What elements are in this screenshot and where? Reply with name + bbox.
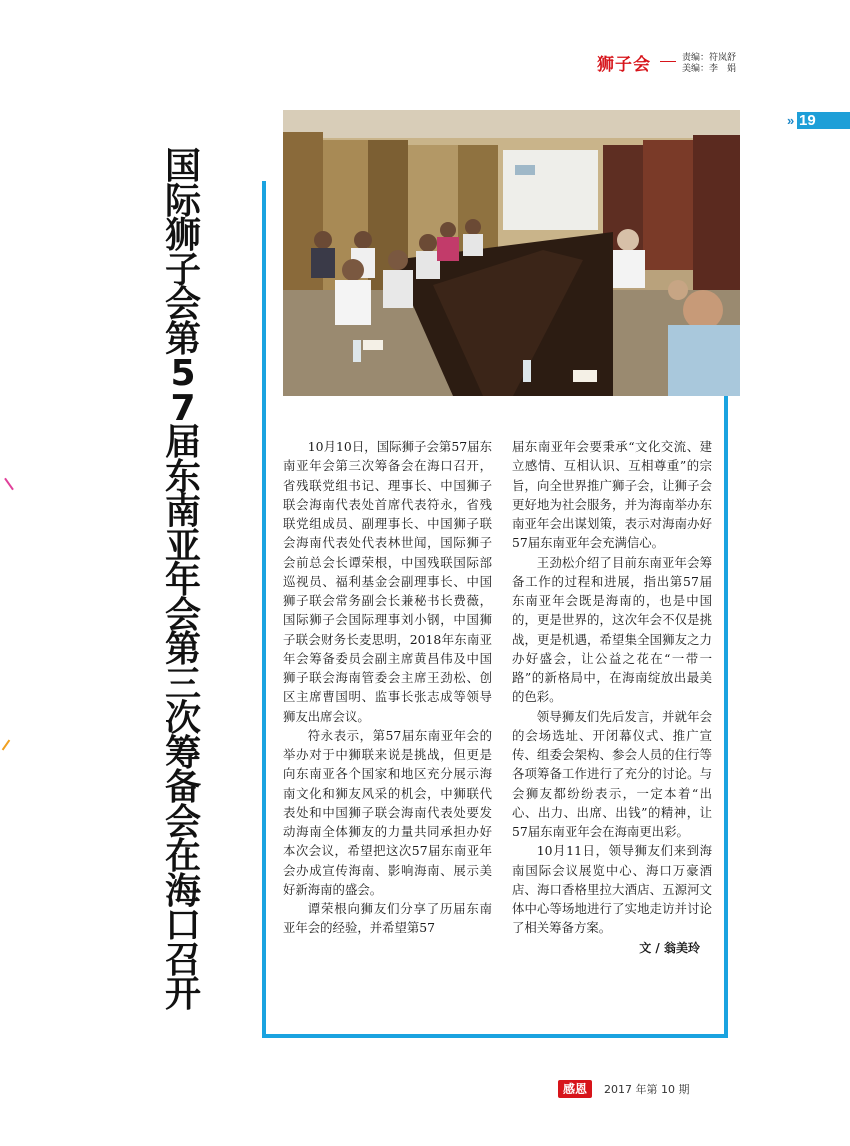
article-column-1 (283, 437, 492, 938)
meeting-photo (283, 110, 740, 396)
decorative-dash (4, 478, 14, 491)
page-number: 19 (799, 112, 816, 129)
paragraph: 谭荣根向狮友们分享了历届东南亚年会的经验，并希望第57 (283, 901, 492, 936)
frame-border-right (724, 396, 728, 1038)
page-marker-icon: » (787, 113, 795, 128)
paragraph: 符永表示，第57届东南亚年会的举办对于中狮联来说是挑战，但更是向东南亚各个国家和地区充分展示海南文化和狮友风采的机会，中狮联代表处和中国狮子联会海南代表处要发动海南全体狮友的力量共同承担办好本次会议，希望把这次57届东南亚年会办成宣传海南、影响海南、展示美好新海南的盛会。 (283, 727, 492, 897)
paragraph: 10月10日，国际狮子会第57届东南亚年会第三次筹备会在海口召开，省残联党组书记、理事长、中国狮子联会海南代表处首席代表符永，省残联党组成员、副理事长、中国狮子联会海南代表处代表林世闻，国际狮子会前总会长谭荣根，中国残联国际部巡视员、福利基金会副理事长、中国狮子联会常务副会长兼秘书长费薇，国际狮子会国际理事刘小钢，中国狮子联会财务长麦思明，2018年东南亚年会筹备委员会副主席黄昌伟及中国狮子联会海南管委会主席王劲松、创区主席曹国明、监事长张志成等领导狮友出席会议。 (283, 439, 492, 724)
header-divider (660, 61, 676, 62)
paragraph: 届东南亚年会要秉承“文化交流、建立感情、互相认识、互相尊重”的宗旨，向全世界推广狮子会，让狮子会更好地为社会服务，并为海南举办东南亚年会出谋划策，表示对海南办好57届东南亚年会充满信心。 (512, 439, 712, 551)
editor-credit-1: 责编：符岚舒 (682, 53, 737, 63)
frame-border-left (262, 181, 266, 1038)
author-byline: 文 / 翁美玲 (639, 940, 700, 955)
issue-label: 2017 年第 10 期 (604, 1083, 690, 1096)
paragraph: 领导狮友们先后发言，并就年会的会场选址、开闭幕仪式、推广宣传、组委会架构、参会人员的住行等各项筹备工作进行了充分的讨论。与会狮友都纷纷表示，一定本着“出心、出力、出席、出钱”的精神，让57届东南亚年会在海南更出彩。 (512, 708, 712, 839)
frame-border-bottom (262, 1034, 728, 1038)
article-title: 国际狮子会第57届东南亚年会第三次筹备会在海口召开 (164, 146, 201, 1015)
paragraph: 王劲松介绍了目前东南亚年会筹备工作的过程和进展，指出第57届东南亚年会既是海南的，也是中国的，更是世界的，这次年会不仅是挑战，更是机遇，希望集全国狮友之力办好盛会，让公益之花在“一带一路”的新格局中，在海南绽放出最美的色彩。 (512, 554, 712, 705)
magazine-logo: 感恩 (558, 1080, 592, 1098)
section-name: 狮子会 (597, 55, 651, 75)
editor-credits (682, 53, 736, 75)
paragraph: 10月11日，领导狮友们来到海南国际会议展览中心、海口万豪酒店、海口香格里拉大酒店、五源河文体中心等场地进行了实地走访并讨论了相关筹备方案。 (512, 843, 712, 936)
decorative-dash (2, 740, 11, 751)
article-column-2 (512, 437, 712, 958)
editor-credit-2: 美编：李 娟 (682, 64, 737, 74)
